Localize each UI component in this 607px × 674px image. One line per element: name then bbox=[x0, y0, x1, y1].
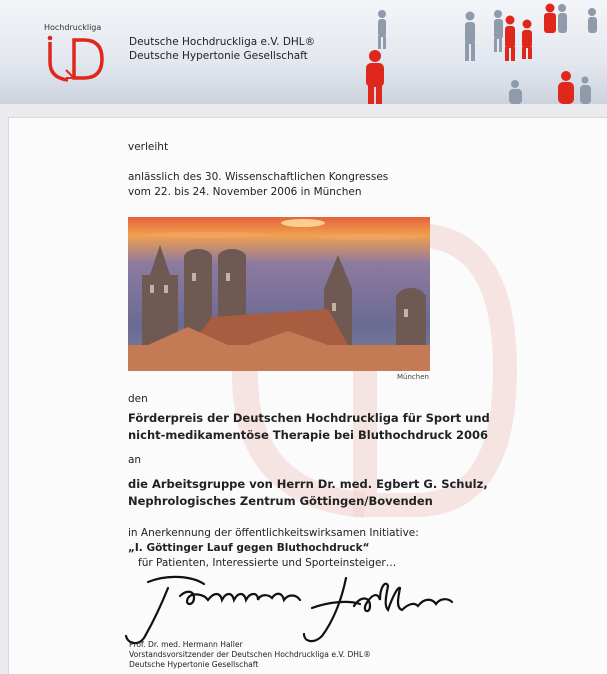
photo-caption: München bbox=[397, 373, 429, 381]
initiative-title: „I. Göttinger Lauf gegen Bluthochdruck“ bbox=[128, 542, 370, 554]
org-name-line2: Deutsche Hypertonie Gesellschaft bbox=[129, 50, 308, 62]
den-text: den bbox=[128, 393, 148, 405]
people-silhouettes-graphic bbox=[360, 0, 607, 104]
recognition-text: in Anerkennung der öffentlichkeitswirksamen Initiative: bbox=[128, 527, 419, 539]
signatory-name: Prof. Dr. med. Hermann Haller bbox=[129, 640, 243, 649]
an-text: an bbox=[128, 454, 142, 466]
logo-wordmark: Hochdruckliga bbox=[44, 23, 102, 32]
hochdruckliga-logo-icon bbox=[44, 34, 108, 84]
munich-skyline-photo bbox=[128, 217, 430, 371]
org-name-line1: Deutsche Hochdruckliga e.V. DHL® bbox=[129, 36, 316, 48]
occasion-line2: vom 22. bis 24. November 2006 in München bbox=[128, 186, 362, 198]
award-title-line2: nicht-medikamentöse Therapie bei Bluthochdruck 2006 bbox=[128, 428, 489, 442]
recipient-line2: Nephrologisches Zentrum Göttingen/Bovenden bbox=[128, 494, 433, 508]
initiative-subtitle: für Patienten, Interessierte und Sporteinsteiger… bbox=[138, 557, 397, 569]
handwritten-signature bbox=[108, 568, 468, 648]
letterhead bbox=[0, 0, 607, 104]
verleiht-text: verleiht bbox=[128, 141, 169, 153]
recipient-line1: die Arbeitsgruppe von Herrn Dr. med. Egbert G. Schulz, bbox=[128, 477, 488, 491]
occasion-line1: anlässlich des 30. Wissenschaftlichen Kongresses bbox=[128, 171, 389, 183]
signatory-society: Deutsche Hypertonie Gesellschaft bbox=[129, 660, 259, 669]
signatory-role: Vorstandsvorsitzender der Deutschen Hochdruckliga e.V. DHL® bbox=[129, 650, 371, 659]
award-title-line1: Förderpreis der Deutschen Hochdruckliga für Sport und bbox=[128, 411, 490, 425]
